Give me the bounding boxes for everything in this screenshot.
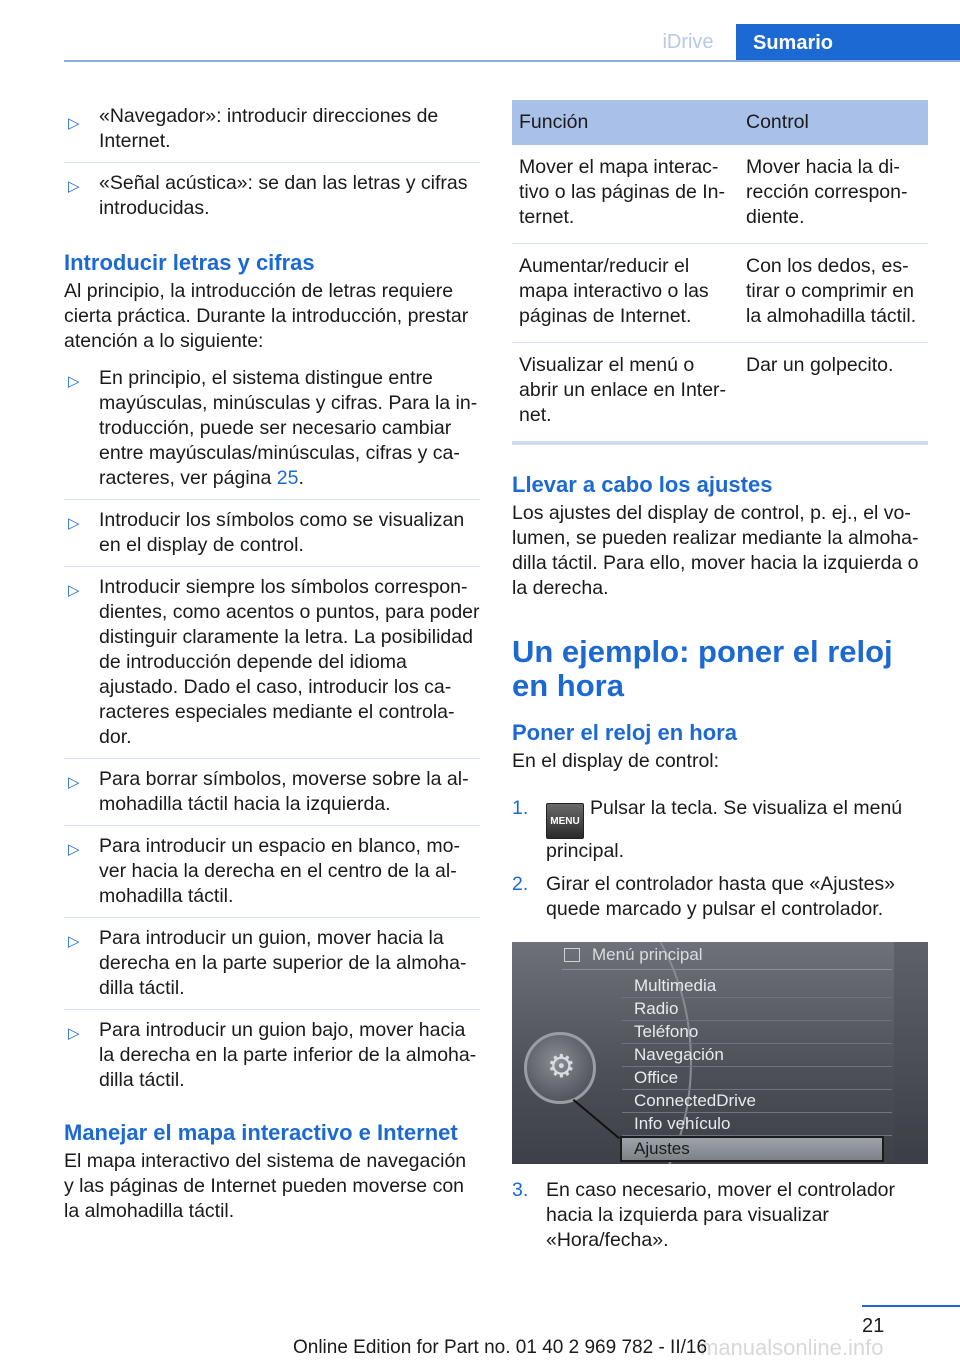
heading-letras: Introducir letras y cifras (64, 250, 315, 275)
triangle-bullet-icon: ▷ (68, 774, 80, 791)
table-row (512, 145, 928, 244)
screen-menu-item: ConnectedDrive (622, 1090, 892, 1113)
main-menu-screenshot (512, 942, 928, 1164)
step-number: 1. (512, 797, 529, 819)
table-cell: Dar un golpecito. (739, 343, 928, 444)
step-item: 3. En caso necesario, mover el controlador hacia la izquierda para visualizar «Hora/fecha». (512, 1179, 896, 1251)
list-item: ▷ «Señal acústica»: se dan las letras y cifras introducidas. (68, 172, 468, 219)
bullet-list-top (64, 100, 480, 229)
triangle-bullet-icon: ▷ (68, 933, 80, 950)
table-header-control: Control (739, 100, 928, 145)
screen-title: Menú principal (592, 945, 703, 964)
edition-footer: Online Edition for Part no. 01 40 2 969 782 - II/16 (292, 1337, 708, 1358)
screen-menu-item: Info vehículo (622, 1113, 892, 1136)
step-item: 2. Girar el controlador hasta que «Ajustes» quede marcado y pulsar el controlador. (512, 873, 896, 920)
screen-menu-item: Office (622, 1067, 892, 1090)
watermark: manualsonline.info (700, 1335, 884, 1360)
table-row (512, 244, 928, 343)
list-item: ▷ «Navegador»: introducir direcciones de Internet. (64, 100, 480, 163)
paragraph-display: En el display de control: (512, 750, 720, 772)
step-number: 3. (512, 1179, 529, 1201)
header-rule (64, 60, 960, 62)
footer-rule (862, 1305, 960, 1307)
list-item: ▷ Para borrar símbolos, moverse sobre la almohadilla táctil hacia la izquierda. (64, 759, 480, 826)
list-item: ▷ Para introducir un espacio en blanco, mover hacia la derecha en el centro de la almohadilla táctil. (64, 826, 480, 918)
function-control-table (512, 100, 928, 445)
table-cell: Mover hacia la dirección correspondiente. (739, 145, 928, 244)
screen-right-strip (894, 942, 928, 1164)
paragraph-mapa: El mapa interactivo del sistema de navegación y las páginas de Internet pueden moverse con la almohadilla táctil. (64, 1150, 467, 1222)
triangle-bullet-icon: ▷ (68, 515, 80, 532)
header-chapter-tab: Sumario (736, 24, 960, 62)
page-number: 21 (862, 1315, 885, 1337)
triangle-bullet-icon: ▷ (68, 178, 80, 195)
screen-menu-item: Navegación (622, 1044, 892, 1067)
table-row (512, 343, 928, 444)
paragraph-letras: Al principio, la introducción de letras requiere cierta práctica. Durante la introducción, prestar atención a lo siguiente: (64, 280, 469, 352)
screen-menu-item: Radio (622, 998, 892, 1021)
paragraph-ajustes: Los ajustes del display de control, p. ej., el volumen, se pueden realizar mediante la almohadilla táctil. Para ello, mover hacia la izquierda o la derecha. (512, 502, 919, 599)
heading-ajustes: Llevar a cabo los ajustes (512, 472, 773, 497)
heading-ejemplo: Un ejemplo: poner el reloj en hora (512, 634, 893, 703)
list-item: ▷ Introducir los símbolos como se visualizan en el display de control. (64, 500, 480, 567)
heading-mapa: Manejar el mapa interactivo e Internet (64, 1120, 458, 1145)
header-section-label: iDrive (662, 30, 714, 53)
left-column (64, 100, 480, 1224)
table-cell: Con los dedos, estirar o comprimir en la almohadilla táctil. (739, 244, 928, 343)
triangle-bullet-icon: ▷ (68, 841, 80, 858)
screen-separator (562, 969, 892, 970)
steps-list (512, 796, 928, 922)
step-number: 2. (512, 873, 529, 895)
settings-gear-icon: ⚙ (524, 1032, 596, 1104)
triangle-bullet-icon: ▷ (68, 1025, 80, 1042)
bullet-list-letras (64, 358, 480, 1101)
list-item: ▷ Introducir siempre los símbolos correspondientes, como acentos o puntos, para poder distinguir claramente la letra. La posibilidad de introducción depende del idioma ajustado. Dado el caso, introducir los caracteres especiales mediante el controlador. (64, 567, 480, 759)
list-item: ▷ En principio, el sistema distingue entre mayúsculas, minúsculas y cifras. Para la introducción, puede ser necesario cambiar entre mayúsculas/minúsculas, cifras y caracteres, ver página 25. (64, 358, 480, 500)
table-cell: Mover el mapa interactivo o las páginas de Internet. (512, 145, 739, 244)
steps-list-continued (512, 1178, 928, 1253)
triangle-bullet-icon: ▷ (68, 582, 80, 599)
right-column (512, 100, 928, 1253)
screen-menu-item: Multimedia (622, 975, 892, 998)
triangle-bullet-icon: ▷ (68, 115, 80, 132)
page-link[interactable]: 25 (276, 467, 299, 489)
list-item: ▷ Para introducir un guion bajo, mover hacia la derecha en la parte inferior de la almohadilla táctil. (68, 1019, 477, 1091)
table-cell: Visualizar el menú o abrir un enlace en Internet. (512, 343, 739, 444)
heading-poner-reloj: Poner el reloj en hora (512, 720, 737, 745)
step-item: 1. MENUPulsar la tecla. Se visualiza el menú principal. (512, 797, 903, 862)
menu-key-icon: MENU (546, 803, 584, 839)
table-header-funcion: Función (512, 100, 739, 145)
list-item: ▷ Para introducir un guion, mover hacia la derecha en la parte superior de la almohadilla táctil. (64, 918, 480, 1010)
triangle-bullet-icon: ▷ (68, 373, 80, 390)
menu-list-icon (564, 948, 580, 962)
screen-menu-item: Teléfono (622, 1021, 892, 1044)
screen-menu-item-selected: Ajustes (620, 1136, 884, 1162)
table-cell: Aumentar/reducir el mapa interactivo o las páginas de Internet. (512, 244, 739, 343)
